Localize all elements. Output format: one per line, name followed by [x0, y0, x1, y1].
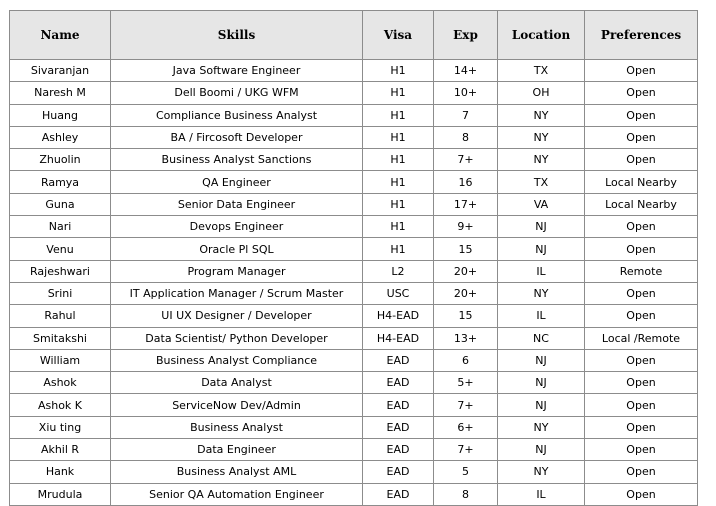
cell-exp: 9+ — [434, 216, 498, 238]
cell-skills: Business Analyst AML — [111, 461, 363, 483]
table-body — [10, 60, 698, 506]
candidates-table — [9, 10, 698, 506]
table-row — [10, 260, 698, 282]
cell-skills: Oracle Pl SQL — [111, 238, 363, 260]
table-row — [10, 349, 698, 371]
cell-visa: EAD — [363, 439, 434, 461]
cell-name: Mrudula — [10, 483, 111, 505]
cell-skills: Senior QA Automation Engineer — [111, 483, 363, 505]
cell-skills: Data Analyst — [111, 372, 363, 394]
cell-skills: ServiceNow Dev/Admin — [111, 394, 363, 416]
cell-skills: Data Engineer — [111, 439, 363, 461]
header-preferences: Preferences — [585, 11, 698, 60]
cell-exp: 7+ — [434, 394, 498, 416]
table-row — [10, 394, 698, 416]
cell-name: Rahul — [10, 305, 111, 327]
table-row — [10, 126, 698, 148]
cell-location: NJ — [498, 238, 585, 260]
cell-preferences: Open — [585, 126, 698, 148]
cell-exp: 7+ — [434, 439, 498, 461]
cell-skills: Data Scientist/ Python Developer — [111, 327, 363, 349]
cell-preferences: Open — [585, 372, 698, 394]
cell-name: Sivaranjan — [10, 60, 111, 82]
cell-location: OH — [498, 82, 585, 104]
cell-visa: H1 — [363, 171, 434, 193]
cell-visa: H1 — [363, 216, 434, 238]
cell-visa: EAD — [363, 349, 434, 371]
table-row — [10, 372, 698, 394]
cell-visa: H1 — [363, 238, 434, 260]
cell-skills: Compliance Business Analyst — [111, 104, 363, 126]
cell-location: NJ — [498, 216, 585, 238]
cell-exp: 20+ — [434, 282, 498, 304]
cell-visa: L2 — [363, 260, 434, 282]
header-name: Name — [10, 11, 111, 60]
cell-skills: QA Engineer — [111, 171, 363, 193]
cell-name: Smitakshi — [10, 327, 111, 349]
cell-location: TX — [498, 171, 585, 193]
table-row — [10, 216, 698, 238]
cell-visa: EAD — [363, 394, 434, 416]
cell-preferences: Open — [585, 394, 698, 416]
cell-location: IL — [498, 260, 585, 282]
cell-visa: H1 — [363, 82, 434, 104]
cell-location: NC — [498, 327, 585, 349]
cell-exp: 8 — [434, 126, 498, 148]
cell-visa: H1 — [363, 126, 434, 148]
header-exp: Exp — [434, 11, 498, 60]
cell-preferences: Open — [585, 238, 698, 260]
cell-location: NJ — [498, 349, 585, 371]
table-row — [10, 282, 698, 304]
cell-location: TX — [498, 60, 585, 82]
table-row — [10, 104, 698, 126]
cell-exp: 15 — [434, 238, 498, 260]
header-location: Location — [498, 11, 585, 60]
cell-preferences: Open — [585, 82, 698, 104]
cell-skills: Devops Engineer — [111, 216, 363, 238]
cell-preferences: Open — [585, 282, 698, 304]
cell-name: Naresh M — [10, 82, 111, 104]
cell-skills: UI UX Designer / Developer — [111, 305, 363, 327]
cell-name: Venu — [10, 238, 111, 260]
table-row — [10, 171, 698, 193]
table-row — [10, 60, 698, 82]
candidates-table-container — [9, 10, 697, 506]
cell-preferences: Open — [585, 439, 698, 461]
table-row — [10, 439, 698, 461]
cell-skills: Business Analyst — [111, 416, 363, 438]
cell-visa: H1 — [363, 104, 434, 126]
cell-visa: EAD — [363, 372, 434, 394]
cell-skills: Business Analyst Compliance — [111, 349, 363, 371]
cell-preferences: Open — [585, 104, 698, 126]
cell-exp: 5 — [434, 461, 498, 483]
cell-exp: 20+ — [434, 260, 498, 282]
cell-name: Rajeshwari — [10, 260, 111, 282]
cell-preferences: Open — [585, 305, 698, 327]
table-row — [10, 416, 698, 438]
cell-location: IL — [498, 483, 585, 505]
cell-location: NY — [498, 104, 585, 126]
cell-name: Hank — [10, 461, 111, 483]
cell-preferences: Open — [585, 149, 698, 171]
cell-preferences: Open — [585, 349, 698, 371]
cell-name: Zhuolin — [10, 149, 111, 171]
cell-preferences: Remote — [585, 260, 698, 282]
header-visa: Visa — [363, 11, 434, 60]
cell-skills: Program Manager — [111, 260, 363, 282]
cell-location: NJ — [498, 372, 585, 394]
cell-visa: H1 — [363, 60, 434, 82]
cell-exp: 8 — [434, 483, 498, 505]
cell-name: Akhil R — [10, 439, 111, 461]
cell-preferences: Open — [585, 461, 698, 483]
cell-name: Guna — [10, 193, 111, 215]
cell-name: William — [10, 349, 111, 371]
cell-location: NJ — [498, 439, 585, 461]
cell-preferences: Local Nearby — [585, 193, 698, 215]
cell-name: Xiu ting — [10, 416, 111, 438]
cell-preferences: Open — [585, 483, 698, 505]
cell-exp: 14+ — [434, 60, 498, 82]
cell-name: Nari — [10, 216, 111, 238]
cell-location: IL — [498, 305, 585, 327]
cell-name: Srini — [10, 282, 111, 304]
cell-exp: 15 — [434, 305, 498, 327]
cell-exp: 6+ — [434, 416, 498, 438]
table-row — [10, 193, 698, 215]
table-header-row — [10, 11, 698, 60]
cell-location: NY — [498, 149, 585, 171]
cell-visa: EAD — [363, 483, 434, 505]
cell-skills: Java Software Engineer — [111, 60, 363, 82]
cell-exp: 7 — [434, 104, 498, 126]
cell-exp: 16 — [434, 171, 498, 193]
cell-exp: 7+ — [434, 149, 498, 171]
cell-exp: 5+ — [434, 372, 498, 394]
cell-exp: 10+ — [434, 82, 498, 104]
cell-skills: BA / Fircosoft Developer — [111, 126, 363, 148]
cell-visa: H1 — [363, 193, 434, 215]
cell-exp: 13+ — [434, 327, 498, 349]
cell-location: VA — [498, 193, 585, 215]
cell-skills: Senior Data Engineer — [111, 193, 363, 215]
cell-name: Ashok K — [10, 394, 111, 416]
cell-skills: Dell Boomi / UKG WFM — [111, 82, 363, 104]
table-row — [10, 149, 698, 171]
cell-location: NY — [498, 416, 585, 438]
cell-preferences: Open — [585, 416, 698, 438]
cell-preferences: Local /Remote — [585, 327, 698, 349]
cell-visa: H4-EAD — [363, 305, 434, 327]
table-row — [10, 461, 698, 483]
cell-preferences: Open — [585, 216, 698, 238]
cell-visa: EAD — [363, 416, 434, 438]
cell-visa: USC — [363, 282, 434, 304]
cell-name: Ashok — [10, 372, 111, 394]
cell-name: Ramya — [10, 171, 111, 193]
table-row — [10, 483, 698, 505]
cell-visa: H4-EAD — [363, 327, 434, 349]
cell-visa: H1 — [363, 149, 434, 171]
table-row — [10, 82, 698, 104]
table-row — [10, 238, 698, 260]
cell-exp: 17+ — [434, 193, 498, 215]
table-row — [10, 305, 698, 327]
cell-name: Ashley — [10, 126, 111, 148]
cell-preferences: Open — [585, 60, 698, 82]
table-row — [10, 327, 698, 349]
cell-visa: EAD — [363, 461, 434, 483]
cell-location: NY — [498, 282, 585, 304]
cell-skills: Business Analyst Sanctions — [111, 149, 363, 171]
cell-location: NJ — [498, 394, 585, 416]
cell-skills: IT Application Manager / Scrum Master — [111, 282, 363, 304]
header-skills: Skills — [111, 11, 363, 60]
cell-name: Huang — [10, 104, 111, 126]
cell-location: NY — [498, 461, 585, 483]
cell-location: NY — [498, 126, 585, 148]
cell-preferences: Local Nearby — [585, 171, 698, 193]
cell-exp: 6 — [434, 349, 498, 371]
